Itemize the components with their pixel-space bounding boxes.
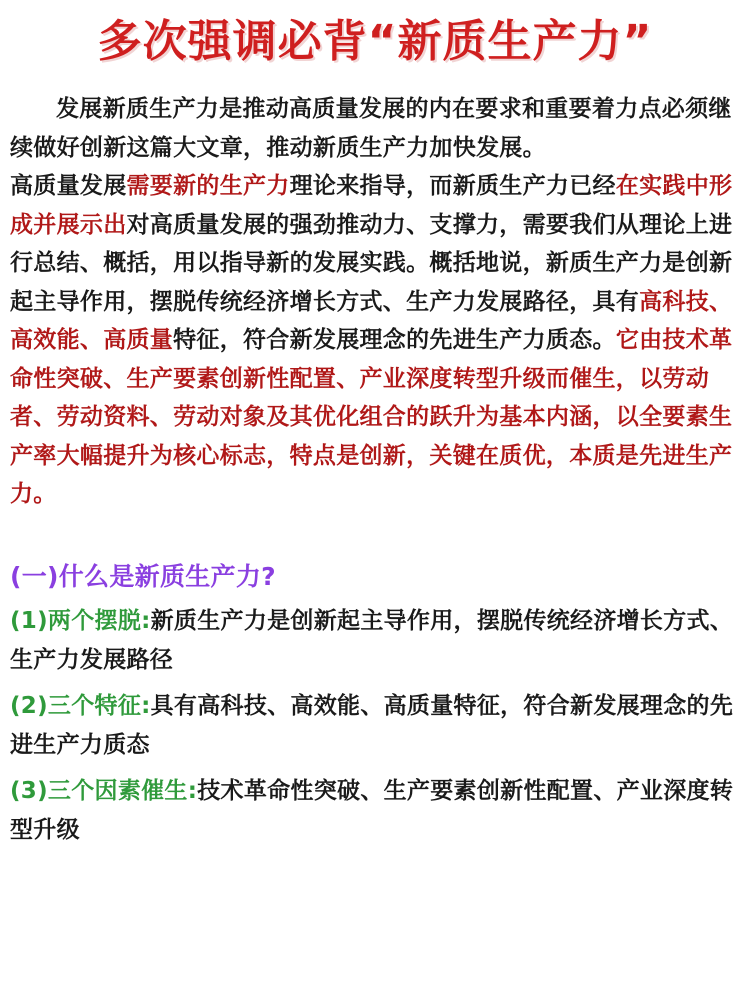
spacer <box>10 514 740 558</box>
highlight-text: 在实践中形成并展示出 <box>10 173 733 238</box>
highlight-text: 需要新的生产力 <box>126 173 290 199</box>
item-label: (1)两个摆脱: <box>10 608 151 634</box>
text-segment: 对高质量发展的强劲推动力、支撑力，需要我们从理论上进行总结、概括，用以指导新的发展实践。概括地说，新质生产力是创新起主导作用，摆脱传统经济增长方式、生产力发展路径，具有 <box>10 211 733 315</box>
item-text: 具有高科技、高效能、高质量特征，符合新发展理念的先进生产力质态 <box>10 693 734 758</box>
list-item <box>10 772 740 849</box>
intro-paragraph: 发展新质生产力是推动高质量发展的内在要求和重要着力点必须继续做好创新这篇大文章，推动新质生产力加快发展。 <box>10 96 732 161</box>
section-heading: (一)什么是新质生产力? <box>10 561 276 591</box>
item-text: 新质生产力是创新起主导作用，摆脱传统经济增长方式、生产力发展路径 <box>10 608 734 673</box>
item-label: (3)三个因素催生: <box>10 778 198 804</box>
page-title: 多次强调必背“新质生产力” <box>97 16 653 67</box>
article-body <box>10 90 740 514</box>
item-text: 技术革命性突破、生产要素创新性配置、产业深度转型升级 <box>10 778 734 843</box>
text-segment: 理论来指导，而新质生产力已经 <box>289 173 616 199</box>
text-segment: 高质量发展 <box>10 173 127 199</box>
what-is-section <box>10 558 740 850</box>
text-segment: 特征，符合新发展理念的先进生产力质态。 <box>173 327 616 353</box>
highlight-text: 它由技术革命性突破、生产要素创新性配置、产业深度转型升级而催生，以劳动者、劳动资料、劳动对象及其优化组合的跃升为基本内涵，以全要素生产率大幅提升为核心标志，特点是创新，关键在质优，本质是先进生产力。 <box>10 327 733 507</box>
highlight-text: 高科技、高效能、高质量 <box>10 288 733 353</box>
item-label: (2)三个特征: <box>10 693 151 719</box>
main-paragraph <box>10 167 740 514</box>
list-item <box>10 602 740 679</box>
list-item <box>10 687 740 764</box>
